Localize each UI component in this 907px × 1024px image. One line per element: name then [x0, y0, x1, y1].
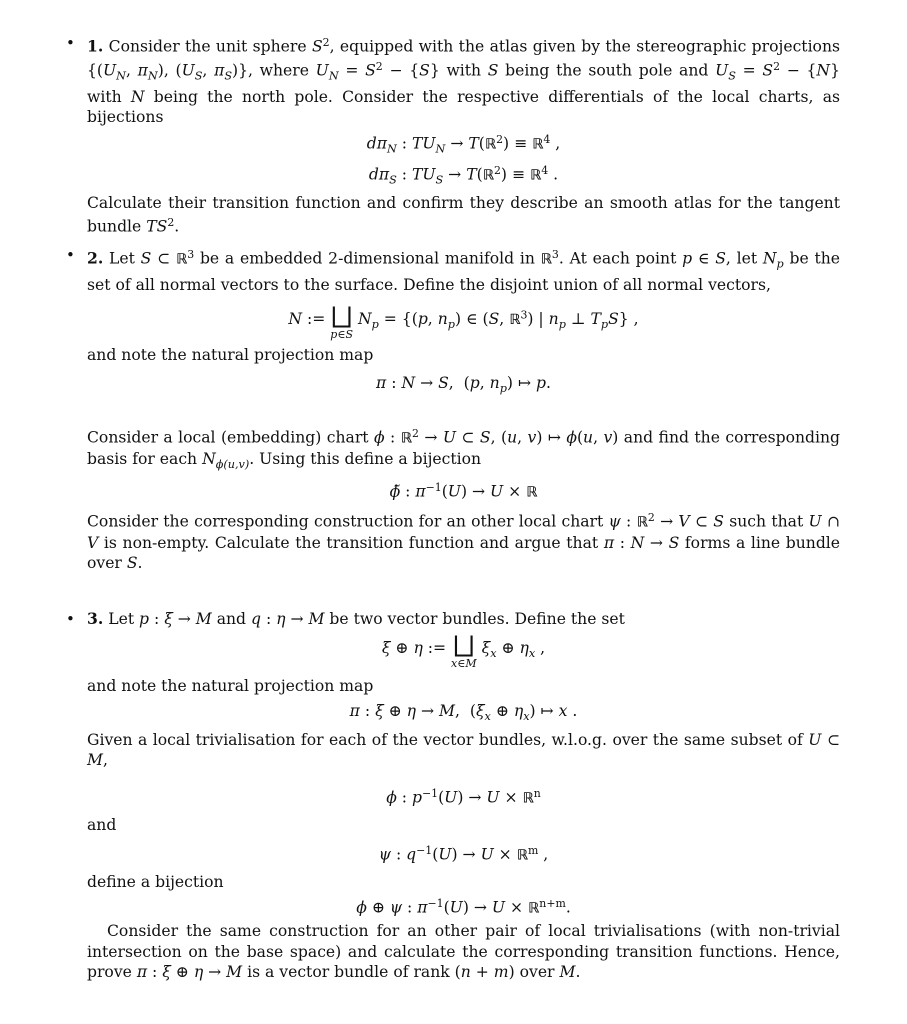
equation-dpiN: $d\pi_N$ : $TU_N$ → T(ℝ$^2$) ≡ ℝ$^4$ , [366, 132, 561, 156]
bullet-icon: • [66, 34, 75, 52]
problem-1-statement: 1. Consider the unit sphere $S^2$, equipped with the atlas given by the stereographic projections {($U_N$, $\pi_N$), ($U_S$, $\pi_S$)}, where $U_N = S^2 - \{S\}$ with S being the south pole and $U_S = S^2 - \{N\}$ with N being the north pole. Consider the respective differentials of the local charts, as bijections [87, 36, 840, 127]
bullet-icon: • [66, 246, 75, 264]
and-word: and [87, 816, 117, 835]
problem-2 [66, 245, 840, 574]
define-bijection: define a bijection [87, 873, 224, 892]
trivialisation-intro: Given a local trivialisation for each of the vector bundles, w.l.o.g. over the same subset of U ⊂ M, [87, 730, 841, 770]
problem-3 [66, 609, 840, 983]
projection-intro: and note the natural projection map [87, 346, 374, 365]
equation-normal-union: N := ⨆ p∈S $N_p = \{(p$, $n_p$) ∈ (S, ℝ$^3$) | $n_p$ ⊥ $T_pS$} , [288, 302, 639, 342]
disjoint-union-symbol: ⨆ p∈S [330, 302, 354, 342]
equation-dpiS: $d\pi_S$ : $TU_S$ → T(ℝ$^2$) ≡ ℝ$^4$ . [368, 164, 559, 187]
problem-2-chart: Consider a local (embedding) chart ϕ : ℝ$^2$ → U ⊂ S, (u, v) ↦ ϕ(u, v) and find the corresponding basis for each $N_{\phi(u,v)}$. Using this define a bijection [87, 426, 841, 471]
problem-number: 3. [87, 609, 104, 628]
problem-3-task: Consider the same construction for an other pair of local trivialisations (with non-trivial intersection on the base space) and calculate the corresponding transition functions. Hence, prove π : ξ ⊕ η → M is a vector bundle of rank (n + m) over M. [87, 922, 840, 982]
disjoint-union-symbol: ⨆ x∈M [451, 630, 477, 670]
problem-1 [66, 33, 840, 237]
equation-sum-projection: π : ξ ⊕ η → M, ($\xi_x$ ⊕ $\eta_x$) ↦ x . [349, 702, 578, 723]
problem-2-task: Consider the corresponding construction for an other local chart ψ : ℝ$^2$ → V ⊂ S such that U ∩ V is non-empty. Calculate the transition function and argue that π : N → S forms a line bundle over S. [87, 510, 841, 573]
problem-number: 1. [87, 36, 104, 56]
problem-3-statement: 3. Let p : ξ → M and q : η → M be two vector bundles. Define the set [87, 609, 625, 628]
equation-projection: π : N → S, (p, $n_p$) ↦ p. [376, 373, 551, 395]
bullet-icon: • [66, 610, 75, 628]
equation-sum-trivialisation: ϕ ⊕ ψ : $\pi^{-1}(U) \to U$ × ℝ$^{n+m}$. [356, 896, 571, 917]
equation-direct-sum: ξ ⊕ η := ⨆ x∈M $\xi_x$ ⊕ $\eta_x$ , [381, 630, 546, 670]
problem-2-statement: 2. Let S ⊂ ℝ$^3$ be a embedded 2-dimensional manifold in ℝ$^3$. At each point p ∈ S, let $N_p$ be the set of all normal vectors to the surface. Define the disjoint union of all normal vectors, [87, 248, 841, 294]
equation-phi-tilde: ϕ̃ : $\pi^{-1}(U) \to U$ × ℝ [389, 481, 538, 501]
equation-phi-trivialisation: ϕ : $p^{-1}(U) \to U$ × ℝ$^n$ [386, 786, 541, 807]
equation-psi-trivialisation: ψ : $q^{-1}(U) \to U$ × ℝ$^m$ , [378, 843, 549, 864]
problem-1-task: Calculate their transition function and confirm they describe an smooth atlas for the tangent bundle $TS^2$. [87, 193, 840, 236]
projection-intro: and note the natural projection map [87, 676, 374, 695]
problem-number: 2. [87, 248, 104, 268]
